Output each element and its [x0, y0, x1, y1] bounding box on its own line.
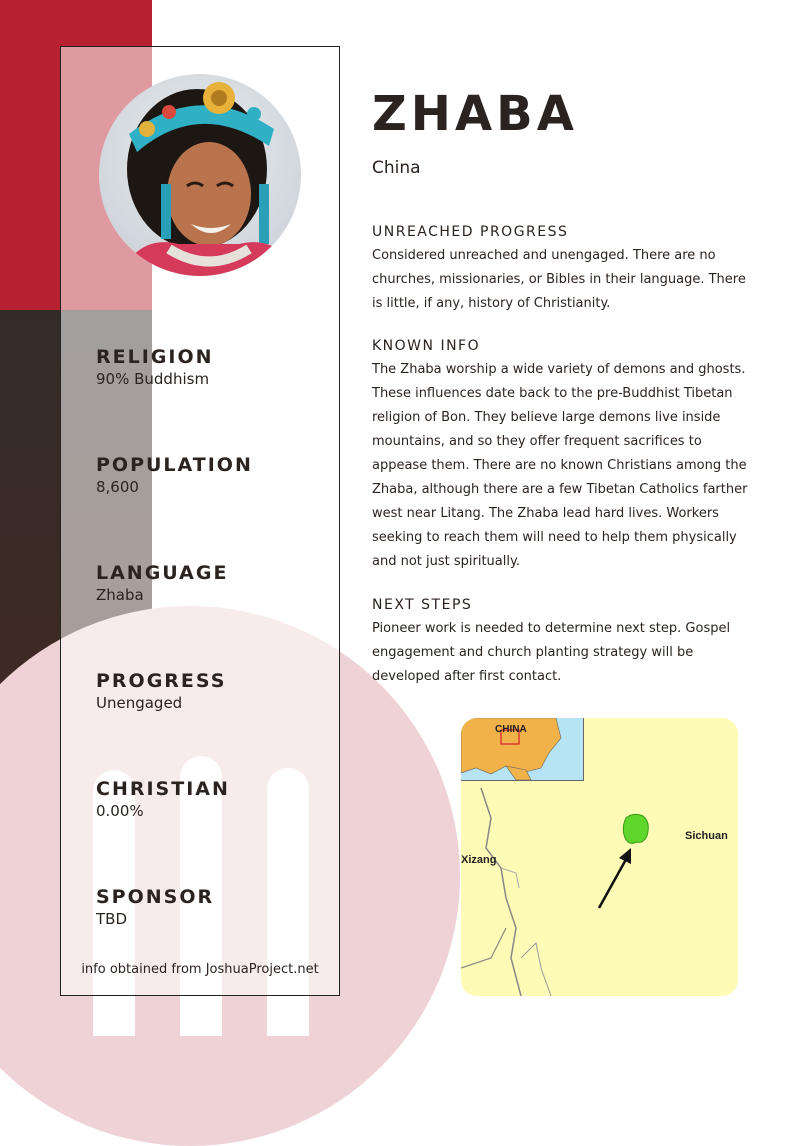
stat-language [96, 562, 228, 604]
section-heading: NEXT STEPS [372, 597, 473, 613]
stat-label: RELIGION [96, 346, 214, 368]
country-subtitle: China [372, 158, 421, 178]
stat-religion [96, 346, 214, 388]
stat-christian [96, 778, 230, 820]
stat-label: SPONSOR [96, 886, 215, 908]
inset-map [461, 718, 584, 781]
location-map [461, 718, 738, 996]
page-title: ZHABA [372, 86, 578, 142]
stat-sponsor [96, 886, 214, 928]
source-credit: info obtained from JoshuaProject.net [81, 962, 319, 977]
stat-label: LANGUAGE [96, 562, 229, 584]
section-heading: KNOWN INFO [372, 338, 481, 354]
stat-label: CHRISTIAN [96, 778, 230, 800]
portrait-photo [99, 74, 301, 276]
section-body: The Zhaba worship a wide variety of demons and ghosts. These influences date back to the pre-Buddhist Tibetan religion of Bon. They believe large demons live inside mountains, and so they offer frequent sacrifices to appease them. There are no known Christians among the Zhaba, although there are a few Tibetan Catholics farther west near Litang. The Zhaba lead hard lives. Workers seeking to reach them will need to help them physically and not just spiritually. [372, 362, 748, 569]
stat-value: Unengaged [96, 694, 183, 712]
stat-label: PROGRESS [96, 670, 227, 692]
section-unreached-progress [372, 224, 752, 316]
section-next-steps [372, 597, 752, 689]
stat-label: POPULATION [96, 454, 253, 476]
stat-progress [96, 670, 226, 712]
stat-value: 0.00% [96, 802, 144, 820]
inset-map-label: CHINA [495, 724, 527, 735]
stat-value: 8,600 [96, 478, 139, 496]
stat-value: 90% Buddhism [96, 370, 210, 388]
section-heading: UNREACHED PROGRESS [372, 224, 569, 240]
stat-value: Zhaba [96, 586, 144, 604]
section-known-info [372, 338, 752, 574]
stat-population [96, 454, 253, 496]
section-body: Pioneer work is needed to determine next step. Gospel engagement and church planting strategy will be developed after first contact. [372, 621, 731, 684]
stat-value: TBD [96, 910, 128, 928]
region-label-east: Sichuan [685, 830, 728, 842]
section-body: Considered unreached and unengaged. There are no churches, missionaries, or Bibles in their language. There is little, if any, history of Christianity. [372, 248, 746, 311]
region-label-west: Xizang [461, 854, 497, 866]
